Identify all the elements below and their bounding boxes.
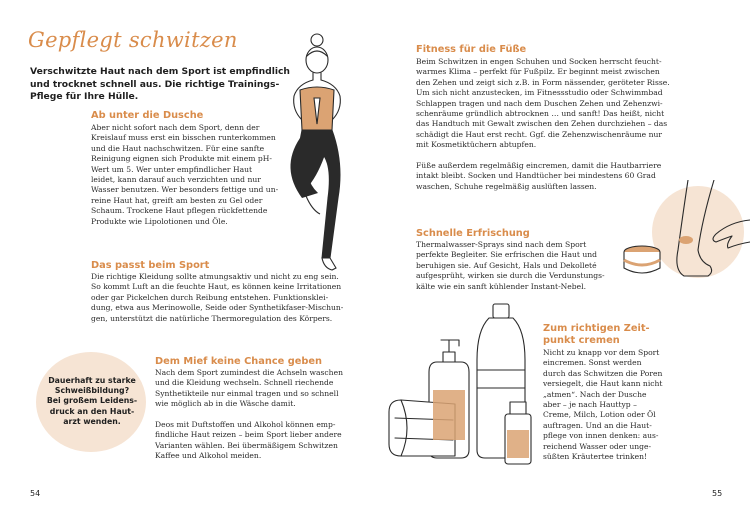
section-heading-cremen: Zum richtigen Zeit- punkt cremen: [543, 323, 650, 346]
section-heading-erfrischung: Schnelle Erfrischung: [416, 228, 530, 239]
section-heading-fuesse: Fitness für die Füße: [416, 44, 527, 55]
section-body-cremen: Nicht zu knapp vor dem Sport eincremen. Sonst werden durch das Schwitzen die Poren versiegelt, die Haut kann nicht „atmen“. Nach der Dusche aber – je nach Hauttyp – Creme, Milch, Lotion oder Öl auftragen. Und an die Haut- pflege von innen denken: aus- reichend Wasser oder unge- süßten Kräutertee trinken!: [543, 348, 663, 462]
page-number-right: 55: [712, 489, 723, 498]
page-number-left: 54: [30, 489, 41, 498]
section-body-mief: Nach dem Sport zumindest die Achseln waschen und die Kleidung wechseln. Schnell riechende Synthetikteile nur einmal tragen und so schnell wie möglich ab in die Wäsche damit. Deos mit Duftstoffen und Alkohol können emp- findliche Haut reizen – beim Sport lieber andere Varianten wählen. Bei übermäßigem Schwitzen Kaffee und Alkohol meiden.: [155, 368, 343, 461]
yoga-woman-illustration: [262, 28, 372, 278]
section-heading-sport: Das passt beim Sport: [91, 260, 210, 271]
section-heading-dusche: Ab unter die Dusche: [91, 110, 204, 121]
bottles-towel-illustration: [385, 300, 535, 470]
section-heading-mief: Dem Mief keine Chance geben: [155, 356, 323, 367]
section-body-erfrischung: Thermalwasser-Sprays sind nach dem Sport perfekte Begleiter. Sie erfrischen die Haut und beruhigen sie. Auf Gesicht, Hals und Dekolleté aufgesprüht, wirken sie durch die Verdunstungs- kälte wie ein sanft kühlender Instant-Nebel.: [416, 240, 605, 291]
intro-text: Verschwitzte Haut nach dem Sport ist empfindlich und trocknet schnell aus. Die richtige Trainings-Pflege für Ihre Hülle.: [30, 66, 290, 102]
section-body-sport: Die richtige Kleidung sollte atmungsaktiv und nicht zu eng sein. So kommt Luft an die feuchte Haut, es können keine Irritationen oder gar Pickelchen durch Reibung entstehen. Funktionsklei- dung, etwa aus Merinowolle, Seide oder Synthetikfaser-Mischun- gen, unterstützt die natürliche Thermoregulation des Körpers.: [91, 272, 344, 323]
dermatologist-note: Dauerhaft zu starke Schweißbildung? Bei großem Leidens- druck an den Haut- arzt wenden.: [46, 376, 138, 426]
foot-cream-illustration: [618, 180, 750, 290]
page-title: Gepflegt schwitzen: [28, 28, 238, 52]
section-body-dusche: Aber nicht sofort nach dem Sport, denn der Kreislauf muss erst ein bisschen runterkommen und die Haut nachschwitzen. Für eine sanfte Reinigung eignen sich Produkte mit einem pH- Wert um 5. Wer unter empfindlicher Haut leidet, kann darauf auch verzichten und nur Wasser benutzen. Wer besonders fettige und un- reine Haut hat, greift am besten zu Gel oder Schaum. Trockene Haut pflegen rückfettende Produkte wie Lipolotionen und Öle.: [91, 123, 279, 226]
section-body-fuesse: Beim Schwitzen in engen Schuhen und Socken herrscht feucht- warmes Klima – perfekt für Fußpilz. Er beginnt meist zwischen den Zehen und zeigt sich z.B. in Form nässender, geröteter Risse. Um sich nicht anzustecken, im Fitnessstudio oder Schwimmbad Schlappen tragen und nach dem Duschen Zehen und Zehenzwi- schenräume gründlich abtrocknen … und sanft! Das heißt, nicht das Handtuch mit Gewalt zwischen den Zehen durchziehen – das schädigt die Haut erst recht. Ggf. die Zehenzwischenräume nur mit Kosmetiktüchern abtupfen. Füße außerdem regelmäßig eincremen, damit die Hautbarriere intakt bleibt. Socken und Handtücher bei mindestens 60 Grad waschen, Schuhe regelmäßig auslüften lassen.: [416, 57, 670, 191]
